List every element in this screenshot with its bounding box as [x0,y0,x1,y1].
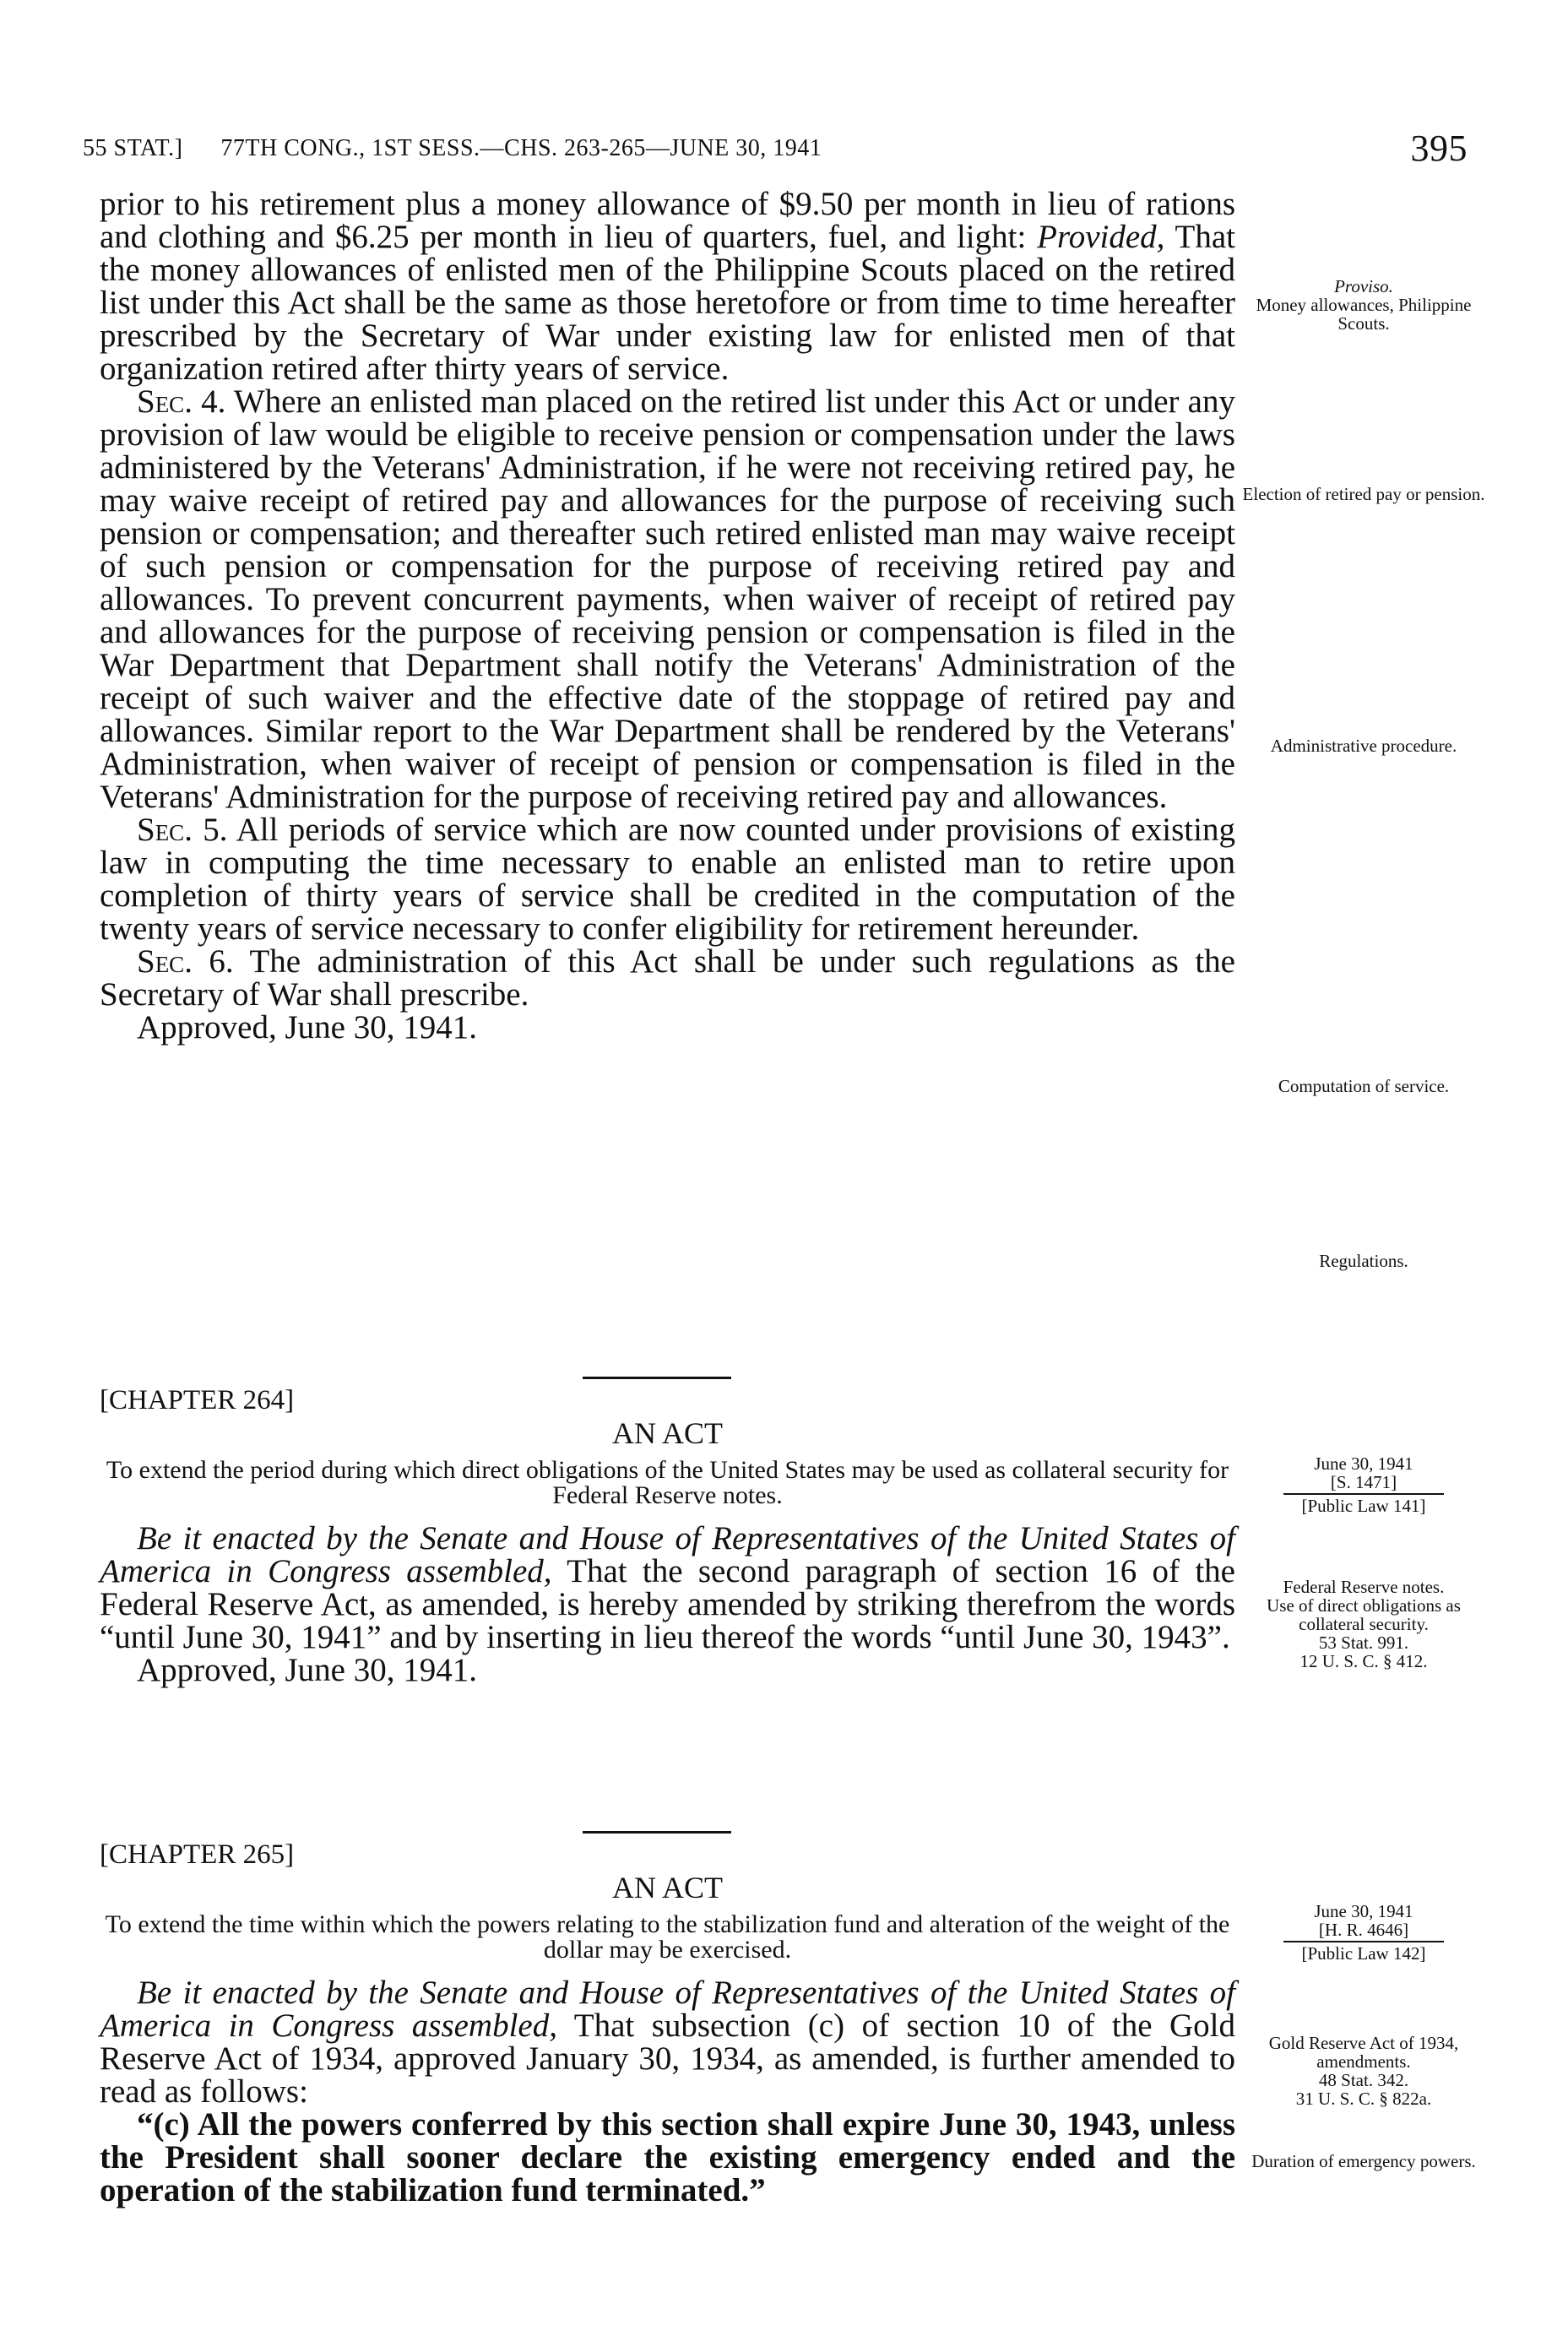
margin-note-duration: Duration of emergency powers. [1251,2151,1476,2171]
divider-rule [583,1377,731,1379]
act-title: AN ACT [611,1416,723,1450]
divider-rule [583,1831,731,1834]
section-6: Sec. 6. The administration of this Act shall be under such regulations as the Secretary of War shall prescribe. [100,943,1235,1013]
chapter-heading: [CHAPTER 264] [100,1385,295,1415]
margin-note-gold: Gold Reserve Act of 1934, amendments. 48 Stat. 342. 31 U. S. C. § 822a. [1268,2033,1459,2109]
margin-note-frn: Federal Reserve notes. Use of direct obligations as collateral security. 53 Stat. 991. 12 U. S. C. § 412. [1267,1577,1461,1671]
act-title: AN ACT [611,1871,723,1904]
running-header [83,127,1468,177]
approved-date: Approved, June 30, 1941. [137,1009,477,1046]
chapter-heading: [CHAPTER 265] [100,1839,295,1870]
act-purpose: To extend the period during which direct obligations of the United States may be used as collateral security for Federal Reserve notes. [106,1456,1229,1509]
section-label: Sec. 5. [137,812,228,848]
margin-note-c264-date: June 30, 1941 [S. 1471] [Public Law 141] [1241,1454,1486,1515]
enacting-clause: Be it enacted by the Senate and House of Representatives of the United States of America in Congress assembled, [100,1975,1235,2044]
act-purpose: To extend the time within which the powers relating to the stabilization fund and alteration of the weight of the dollar may be exercised. [105,1910,1230,1964]
chapter-265-text: Be it enacted by the Senate and House of Representatives of the United States of America in Congress assembled, That subsection (c) of section 10 of the Gold Reserve Act of 1934, approved January 30, 1934, as amended, is further amended to read as follows: “(c) All the powers conferred by this section shall expire June 30, 1943, unless the President shall sooner declare the existing emergency ended and the operation of the stabilization fund terminated.” [100,1975,1235,2208]
page-number: 395 [1410,128,1468,169]
approved-date: Approved, June 30, 1941. [137,1652,477,1688]
paragraph-continued: prior to his retirement plus a money allowance of $9.50 per month in lieu of rations and clothing and $6.25 per month in lieu of quarters, fuel, and light: Provided, That the money allowances of enlisted men of the Philippine Scouts placed on the retired list under this Act shall be the same as those heretofore or from time to time hereafter prescribed by the Secretary of War under existing law for enlisted men of that organization retired after thirty years of service. [100,186,1235,387]
margin-note-c265-date: June 30, 1941 [H. R. 4646] [Public Law 142] [1241,1902,1486,1963]
enacting-clause: Be it enacted by the Senate and House of Representatives of the United States of America in Congress assembled, [100,1520,1235,1589]
main-text [100,187,1235,1044]
quoted-subsection: “(c) All the powers conferred by this section shall expire June 30, 1943, unless the President shall sooner declare the existing emergency ended and the operation of the stabilization fund terminated.” [100,2106,1235,2208]
proviso-word: Provided, [1037,219,1165,255]
margin-note-election: Election of retired pay or pension. [1242,484,1485,504]
margin-note-computation: Computation of service. [1278,1076,1450,1096]
margin-note-regulations: Regulations. [1319,1251,1408,1271]
section-4: Sec. 4. Where an enlisted man placed on the retired list under this Act or under any provision of law would be eligible to receive pension or compensation under the laws administered by the Veterans' Administration, if he were not receiving retired pay, he may waive receipt of retired pay and allowances for the purpose of receiving such pension or compensation; and thereafter such retired enlisted man may waive receipt of such pension or compensation for the purpose of receiving retired pay and allowances. To prevent concurrent payments, when waiver of receipt of retired pay and allowances for the purpose of receiving pension or compensation is filed in the War Department that Department shall notify the Veterans' Administration of the receipt of such waiver and the effective date of the stoppage of retired pay and allowances. Similar report to the War Department shall be rendered by the Veterans' Administration, when waiver of receipt of pension or compensation is filed in the Veterans' Administration for the purpose of receiving retired pay and allowances. [100,383,1235,815]
chapter-264-text: Be it enacted by the Senate and House of Representatives of the United States of America in Congress assembled, That the second paragraph of section 16 of the Federal Reserve Act, as amended, is hereby amended by striking therefrom the words “until June 30, 1941” and by inserting in lieu thereof the words “until June 30, 1943”. Approved, June 30, 1941. [100,1520,1235,1688]
margin-note-admin: Administrative procedure. [1270,736,1457,756]
section-label: Sec. 4. [137,383,226,420]
header-citation: 55 STAT.] 77TH CONG., 1ST SESS.—CHS. 263-265—JUNE 30, 1941 [83,135,822,161]
section-5: Sec. 5. All periods of service which are now counted under provisions of existing law in computing the time necessary to enable an enlisted man to retire upon completion of thirty years of service shall be credited in the computation of the twenty years of service necessary to confer eligibility for retirement hereunder. [100,812,1235,947]
section-label: Sec. 6. [137,943,234,980]
margin-note-proviso: Proviso. Money allowances, Philippine Scouts. [1256,276,1472,334]
